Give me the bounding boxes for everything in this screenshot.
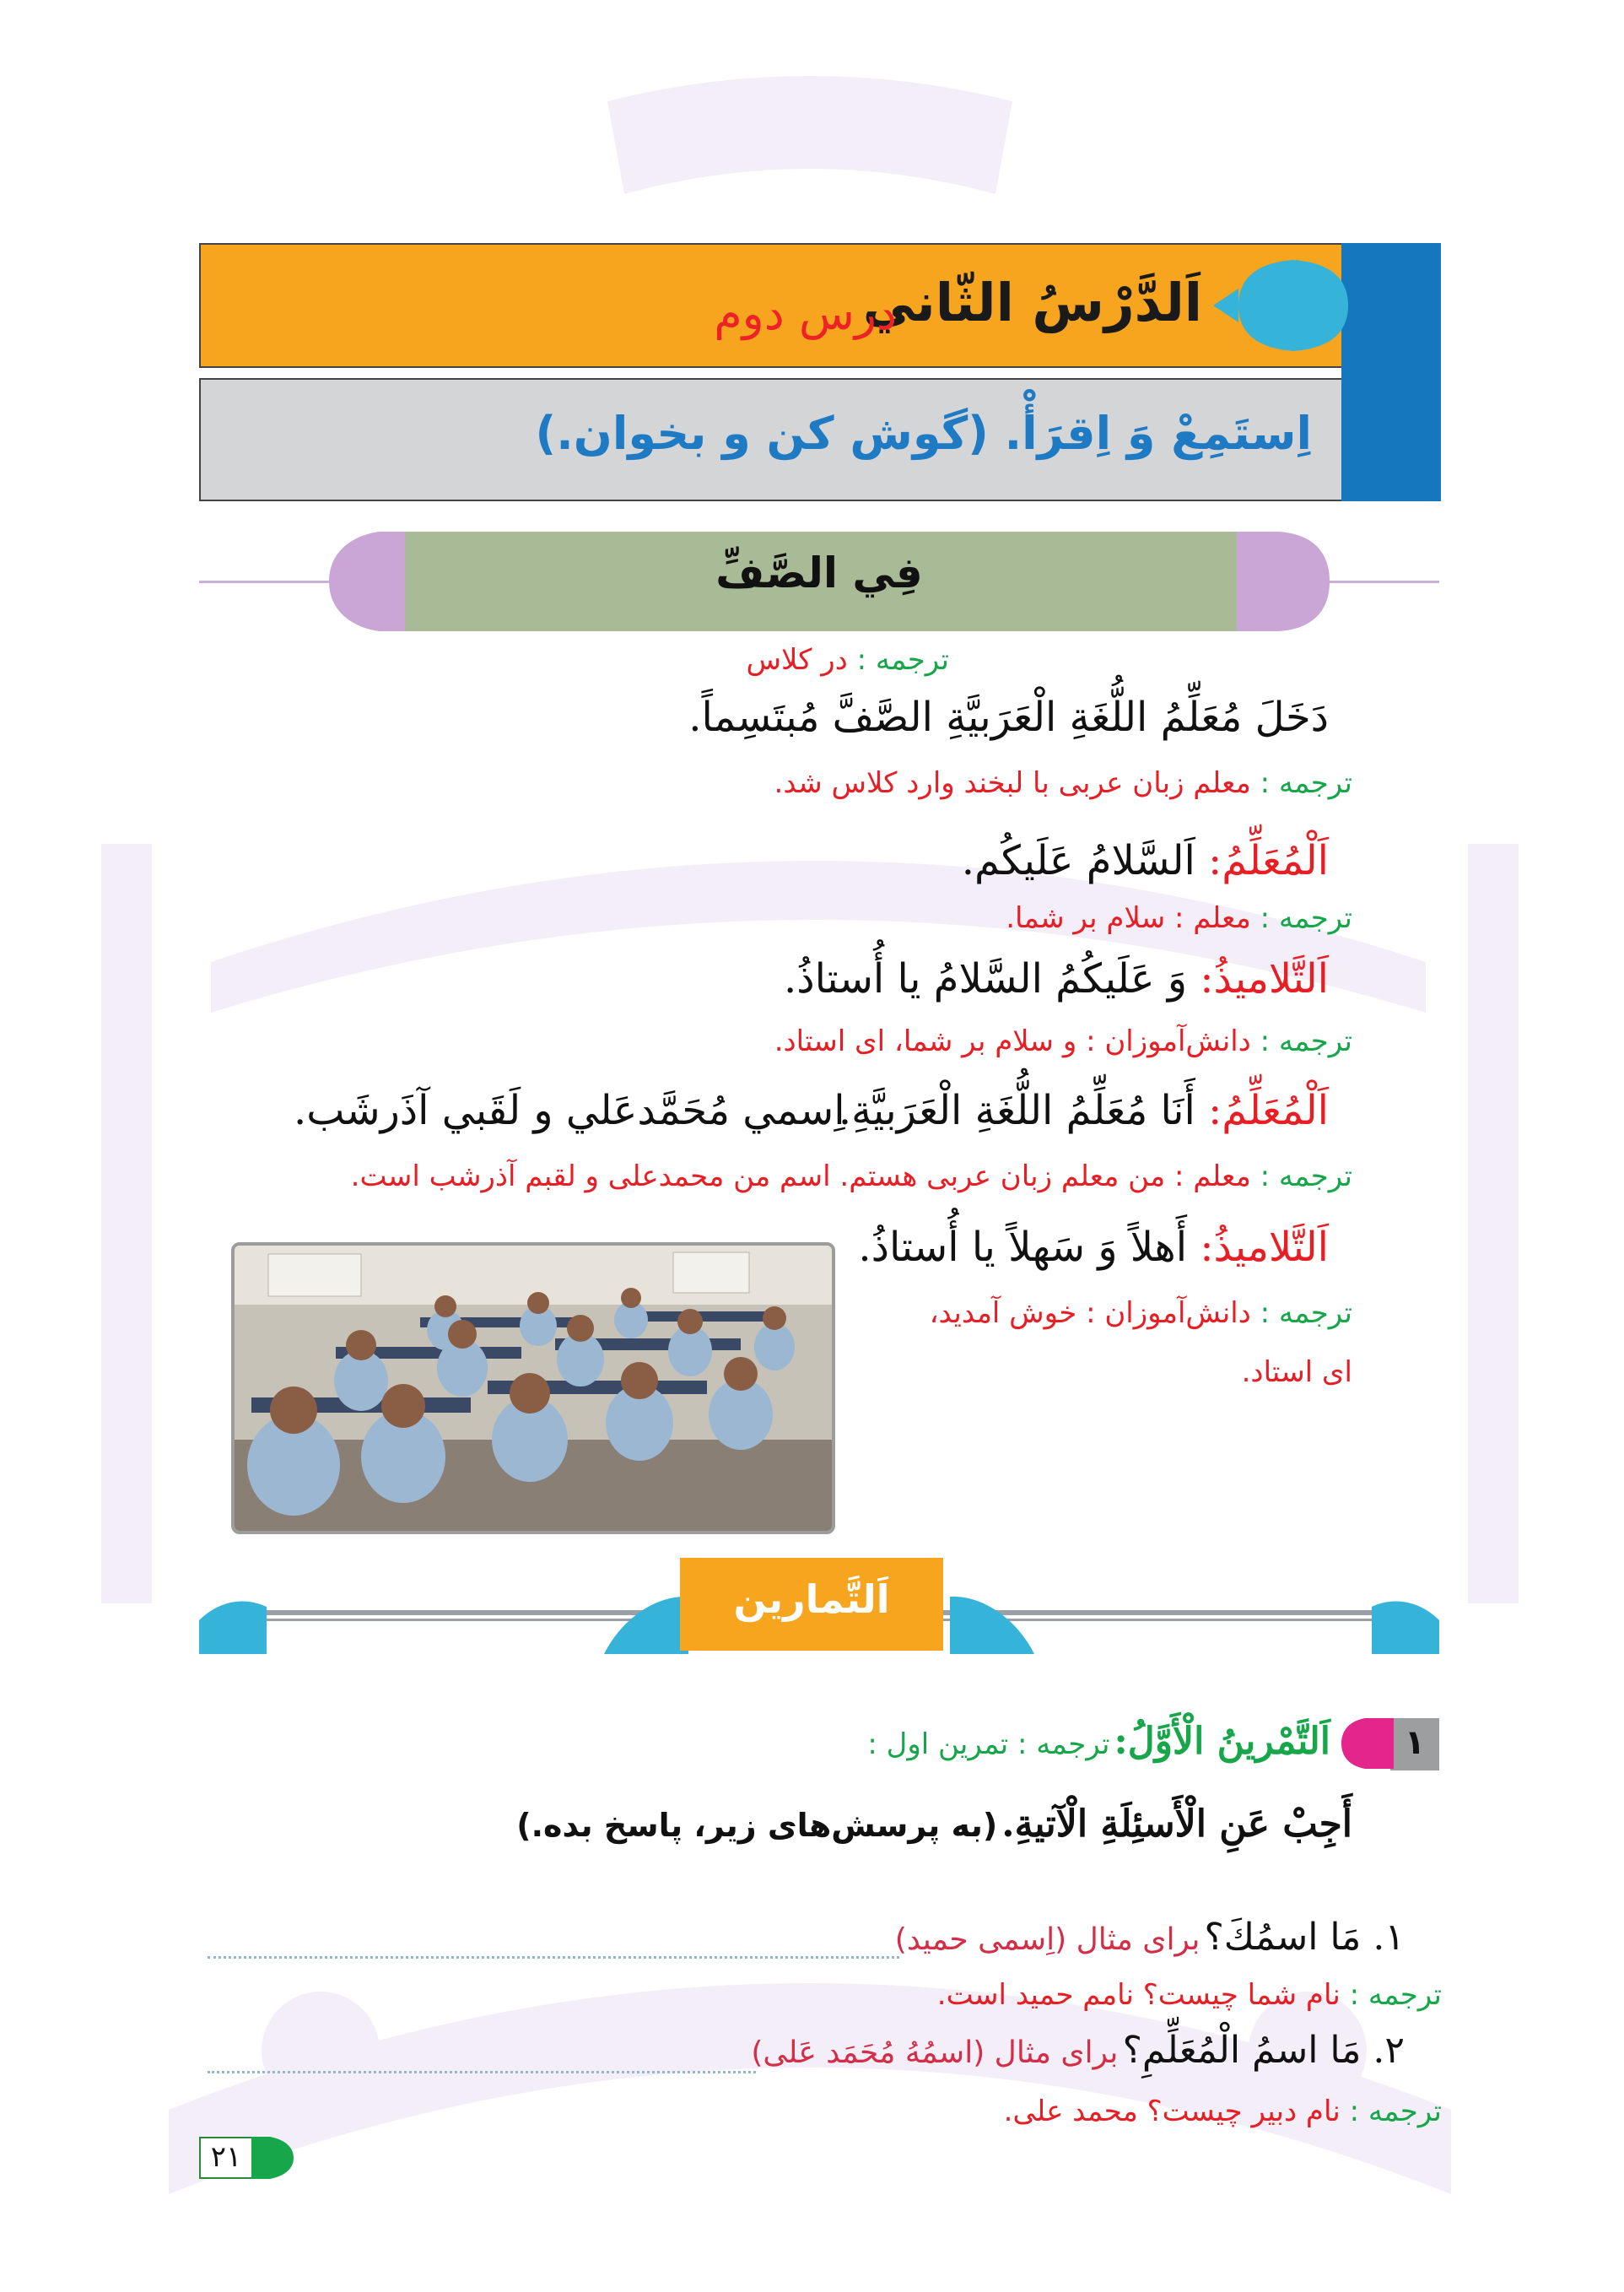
title-translation: در کلاس [746, 643, 848, 677]
lesson-subtitle: درس دوم [714, 287, 897, 340]
dialogue-line: اَلتَّلاميذُ: أَهلاً وَ سَهلاً يا أُستاذُ. [858, 1224, 1329, 1271]
dialogue-line: اَلْمُعَلِّمُ: اَلسَّلامُ عَلَيكُم. [961, 837, 1329, 884]
dialogue-line: اَلْمُعَلِّمُ: أَنَا مُعَلِّمُ اللُّغَةِ الْعَرَبيَّةِ. [838, 1087, 1329, 1134]
page-number: ۲۱ [210, 2140, 242, 2174]
translation-line: ترجمه : نام شما چیست؟ نامم حمید است. [936, 1978, 1442, 2012]
right-ornament-icon [1228, 528, 1338, 635]
pink-ornament-icon [1340, 1713, 1394, 1774]
exercise-title: اَلتَّمْرينُ الْأَوَّلُ: [1114, 1720, 1330, 1763]
exercise-number: ۱ [1404, 1723, 1426, 1762]
speaker-name: اَلتَّلاميذُ: [1200, 955, 1329, 1003]
exercises-title: اَلتَّمارين [733, 1576, 890, 1622]
question-text: ۱. مَا اسمُكَ؟ [1204, 1916, 1405, 1959]
classroom-image-icon [235, 1246, 832, 1531]
translation-line: ترجمه : معلم : من معلم زبان عربی هستم. اسم من محمدعلی و لقبم آذرشب است. [350, 1160, 1352, 1193]
translation-line: ترجمه : معلم : سلام بر شما. [1006, 901, 1352, 935]
exercise-instruction: أَجِبْ عَنِ الْأَسئِلَةِ الْآتيةِ. [1001, 1803, 1352, 1846]
exercise-title-translation: ترجمه : تمرین اول : [867, 1727, 1110, 1761]
header-ornament-icon [1213, 251, 1373, 359]
classroom-photo [231, 1242, 835, 1534]
translation-line: ترجمه : دانش‌آموزان : خوش آمدید، [929, 1296, 1352, 1330]
exercise-instruction-line [516, 1803, 1352, 1846]
translation-label: ترجمه : [856, 643, 949, 677]
section-title: فِي الصَّفِّ [715, 549, 923, 597]
answer-line[interactable] [208, 1956, 899, 1959]
left-ornament-icon [321, 528, 413, 635]
exercise-title-line [867, 1720, 1330, 1763]
answer-hint: برای مثال (اِسمی حمید) [894, 1922, 1200, 1957]
translation-line: ترجمه : معلم زبان عربی با لبخند وارد کلاس شد. [774, 766, 1352, 800]
question-line [895, 1916, 1405, 1959]
dialogue-line: اَلتَّلاميذُ: وَ عَلَيكُمُ السَّلامُ يا أُستاذُ. [783, 955, 1329, 1003]
speaker-name: اَلْمُعَلِّمُ: [1208, 837, 1329, 884]
lesson-title: اَلدَّرْسُ الثّاني [862, 272, 1202, 333]
title-translation-line [746, 643, 949, 677]
answer-line[interactable] [208, 2071, 756, 2073]
exercise-instruction-fa: (به پرسش‌های زیر، پاسخ بده.) [516, 1807, 998, 1844]
translation-line: ترجمه : دانش‌آموزان : و سلام بر شما، ای استاد. [774, 1024, 1352, 1058]
translation-line-continued: ای استاد. [1241, 1355, 1352, 1389]
answer-hint: برای مثال (اسمُهُ مُحَمَد عَلی) [751, 2035, 1119, 2070]
question-line [751, 2029, 1405, 2072]
listen-read-instruction: اِستَمِعْ وَ اِقرَأْ. (گوش کن و بخوان.) [535, 407, 1312, 460]
dialogue-line: دَخَلَ مُعَلِّمُ اللُّغَةِ الْعَرَبيَّةِ الصَّفَّ مُبتَسِماً. [688, 694, 1329, 741]
speaker-name: اَلتَّلاميذُ: [1200, 1224, 1329, 1271]
translation-line: ترجمه : نام دبیر چیست؟ محمد علی. [1003, 2095, 1442, 2128]
speaker-name: اَلْمُعَلِّمُ: [1208, 1087, 1329, 1134]
dialogue-line-continued: اِسمي مُحَمَّدعَلي و لَقَبي آذَرشَب. [294, 1087, 845, 1134]
green-ornament-icon [251, 2135, 295, 2181]
question-text: ۲. مَا اسمُ الْمُعَلِّمِ؟ [1122, 2029, 1405, 2072]
